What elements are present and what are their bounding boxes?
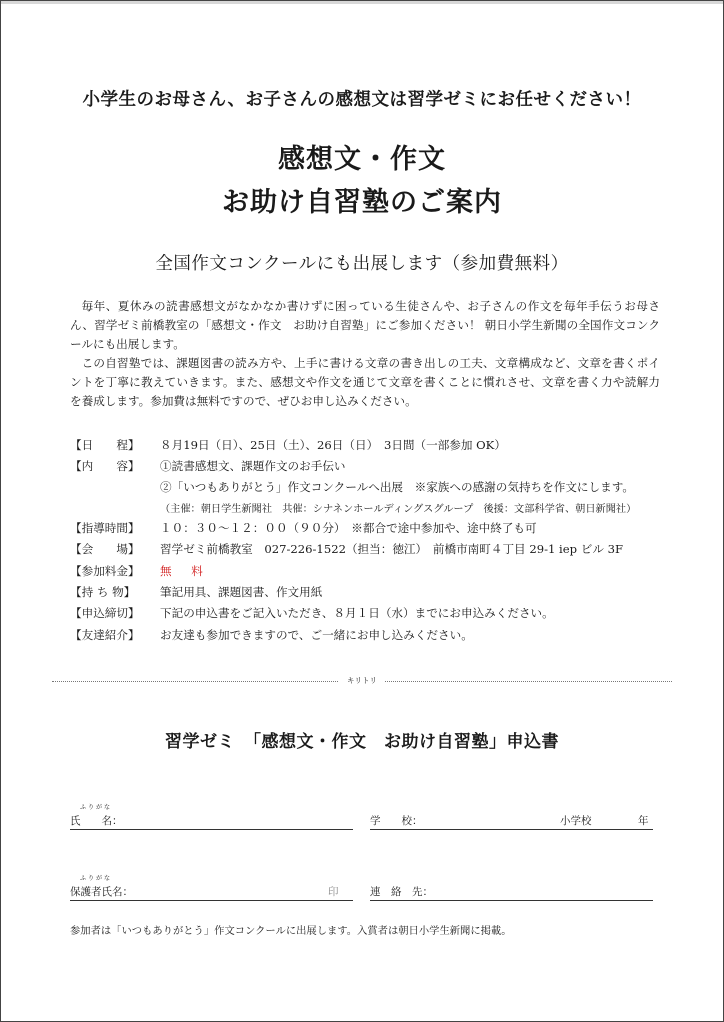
title-line-2: お助け自習塾のご案内	[222, 187, 502, 218]
intro-p1-line: 習学ゼミ前橋教室の「感想文・作文 お助け自習塾」にご参加ください！ 朝日小学生新聞の全国作文コンクールに	[70, 318, 660, 351]
school-suffix: 小学校	[560, 815, 592, 827]
fee-label: 【参加料金】	[70, 563, 140, 578]
form-title: 習学ゼミ 「感想文・作文 お助け自習塾」申込書	[165, 732, 559, 752]
content-note: （主催：朝日学生新聞社 共催：シナネンホールディングスグループ 後援：文部科学省、朝日新聞社）	[160, 504, 637, 516]
cut-line	[52, 675, 672, 687]
tagline: 小学生のお母さん、お子さんの感想文は習学ゼミにお任せください！	[82, 90, 642, 110]
fee-row	[70, 560, 670, 581]
fee-value: 無 料	[160, 563, 207, 578]
title-line-1: 感想文・作文	[278, 144, 446, 175]
friend-value: お友達も参加できますので、ご一緒にお申し込みください。	[160, 627, 473, 642]
intro-p1-line: 毎年、夏休みの読書感想文がなかなか書けずに困っている生徒さんや、お子さんの作文を毎年手伝うお母さん、	[70, 299, 660, 332]
venue-row	[70, 539, 670, 560]
cut-label: キリトリ	[339, 676, 385, 685]
guardian-field[interactable]	[70, 875, 353, 901]
name-label: 氏 名：	[70, 815, 123, 827]
bring-row	[70, 581, 670, 602]
name-ruby: ふりがな	[80, 804, 113, 811]
content-item-2: ②「いつもありがとう」作文コンクールへ出展 ※家族への感謝の気持ちを作文にします。	[160, 480, 634, 495]
venue-label: 【会 場】	[70, 542, 140, 557]
contact-label: 連 絡 先：	[370, 886, 433, 898]
subtitle: 全国作文コンクールにも出展します（参加費無料）	[155, 254, 569, 274]
schedule-label: 【日 程】	[70, 437, 140, 452]
deadline-row	[70, 603, 670, 624]
bring-value: 筆記用具、課題図書、作文用紙	[160, 585, 323, 600]
event-details	[70, 434, 670, 646]
footnote: 参加者は「いつもありがとう」作文コンクールに出展します。入賞者は朝日小学生新聞に掲載。	[70, 925, 512, 937]
intro-p2-line: この自習塾では、課題図書の読み方や、上手に書ける文章の書き出しの工夫、文章構成など、文章を書くポイント	[70, 356, 660, 389]
name-field[interactable]	[70, 804, 353, 830]
intro-text	[70, 297, 660, 411]
guardian-label: 保護者氏名：	[70, 886, 133, 898]
deadline-label: 【申込締切】	[70, 606, 140, 621]
schedule-row	[70, 434, 670, 455]
intro-p2-line: を丁寧に教えていきます。また、感想文や作文を通じて文章を書くことに慣れさせ、文章を書く力や読解力を養成します。	[70, 375, 660, 408]
schedule-value: ８月19日（日）、25日（土）、26日（日） 3日間（一部参加 OK）	[160, 437, 506, 452]
intro-paragraph-1	[70, 297, 660, 354]
grade-suffix: 年	[638, 815, 649, 827]
intro-p1-line: も出展します。	[104, 337, 185, 351]
school-label: 学 校：	[370, 815, 423, 827]
intro-paragraph-2	[70, 354, 660, 411]
school-field[interactable]	[370, 813, 653, 830]
deadline-value: 下記の申込書をご記入いただき、８月１日（水）までにお申込みください。	[160, 606, 554, 621]
content-row-2	[70, 477, 670, 498]
time-label: 【指導時間】	[70, 520, 140, 535]
content-row	[70, 455, 670, 476]
friend-row	[70, 624, 670, 645]
seal-mark: 印	[328, 886, 339, 898]
content-item-1: ①読書感想文、課題作文のお手伝い	[160, 459, 346, 474]
contact-field[interactable]	[370, 884, 653, 901]
content-label: 【内 容】	[70, 459, 140, 474]
venue-value: 習学ゼミ前橋教室 027-226-1522（担当：徳江） 前橋市南町４丁目 29-1 iep ビル 3F	[160, 542, 624, 557]
content-note-row	[70, 498, 670, 517]
time-row	[70, 517, 670, 538]
intro-p2-line: 参加費は無料ですので、ぜひお申し込みください。	[150, 394, 417, 408]
friend-label: 【友達紹介】	[70, 627, 140, 642]
bring-label: 【持 ち 物】	[70, 585, 136, 600]
time-value: １０：３０〜１２：００（９０分） ※都合で途中参加や、途中終了も可	[160, 520, 537, 535]
guardian-ruby: ふりがな	[80, 875, 113, 882]
